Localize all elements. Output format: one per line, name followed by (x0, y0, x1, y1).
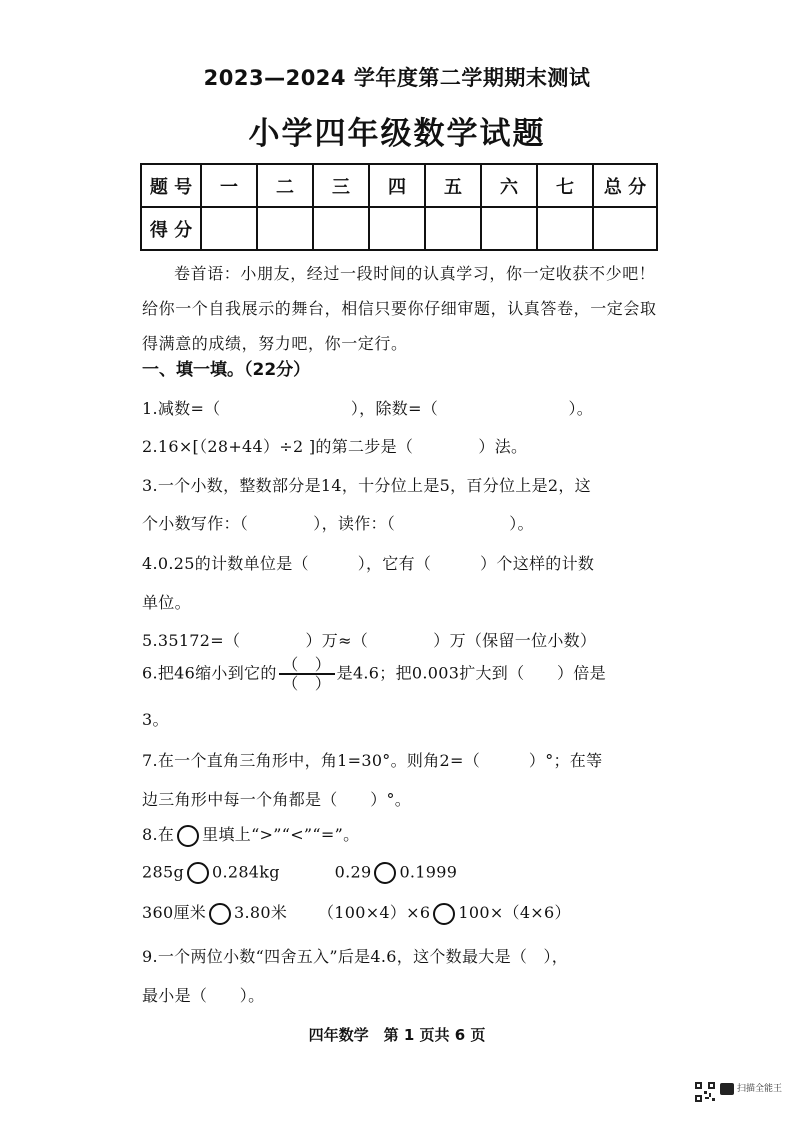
score-header-cell: 七 (537, 164, 593, 207)
compare-left: 0.29 (334, 862, 372, 882)
question-8-row-2 (142, 900, 571, 925)
scanner-logo-icon (720, 1083, 734, 1095)
exam-year-title: 2023—2024 学年度第二学期期末测试 (203, 66, 591, 90)
score-header-cell: 六 (481, 164, 537, 207)
qr-code-icon (694, 1081, 716, 1103)
score-header-cell: 五 (425, 164, 481, 207)
fraction-blank[interactable] (279, 656, 335, 692)
watermark-text: 扫描全能王 (737, 1084, 783, 1094)
score-table-score-row (141, 207, 657, 250)
compare-left: 285g (142, 862, 184, 882)
compare-circle[interactable] (187, 862, 209, 884)
compare-right: 3.80米 (234, 903, 288, 922)
page-footer: 四年数学 第 1 页共 6 页 (308, 1026, 486, 1044)
compare-right: 100×（4×6） (458, 903, 571, 922)
score-header-cell: 题 号 (141, 164, 201, 207)
compare-right: 0.1999 (399, 862, 458, 882)
fraction-denominator: （ ） (282, 674, 332, 693)
question-8-instruction (142, 822, 359, 847)
question-6-line-1 (142, 656, 606, 692)
score-cell[interactable] (425, 207, 481, 250)
score-cell[interactable] (257, 207, 313, 250)
scanner-watermark (694, 1081, 786, 1105)
score-cell[interactable] (369, 207, 425, 250)
score-header-cell: 四 (369, 164, 425, 207)
question-9-line-2: 最小是（ ）。 (142, 986, 265, 1005)
score-cell[interactable] (481, 207, 537, 250)
intro-text: 卷首语：小朋友，经过一段时间的认真学习，你一定收获不少吧！给你一个自我展示的舞台，相信只要你仔细审题，认真答卷，一定会取得满意的成绩，努力吧，你一定行。 (142, 264, 657, 353)
exam-main-title: 小学四年级数学试题 (248, 116, 546, 152)
score-header-cell: 三 (313, 164, 369, 207)
question-4-line-2: 单位。 (142, 593, 191, 612)
score-header-cell: 一 (201, 164, 257, 207)
score-table-header-row (141, 164, 657, 207)
compare-circle[interactable] (209, 903, 231, 925)
question-7-line-1: 7.在一个直角三角形中，角1=30°。则角2=（ ）°；在等 (142, 751, 603, 770)
question-5: 5.35172=（ ）万≈（ ）万（保留一位小数） (142, 631, 597, 650)
fraction-numerator: （ ） (279, 656, 335, 675)
score-row-label: 得 分 (141, 207, 201, 250)
section-heading: 一、填一填。（22分） (142, 360, 311, 380)
question-8-text-b: 里填上“>”“<”“=”。 (202, 825, 360, 844)
question-8-text-a: 8.在 (142, 825, 175, 844)
circle-icon (177, 825, 199, 847)
compare-right: 0.284kg (211, 862, 280, 882)
compare-circle[interactable] (374, 862, 396, 884)
question-3-line-2: 个小数写作：（ ），读作：（ ）。 (142, 514, 534, 533)
compare-left: 360厘米 (142, 903, 207, 922)
question-3-line-1: 3.一个小数，整数部分是14，十分位上是5，百分位上是2，这 (142, 476, 591, 495)
question-6-text-a: 6.把46缩小到它的 (142, 663, 277, 683)
compare-left: （100×4）×6 (317, 903, 431, 922)
score-cell[interactable] (537, 207, 593, 250)
compare-circle[interactable] (433, 903, 455, 925)
question-6-line-2: 3。 (142, 710, 169, 729)
score-header-cell: 二 (257, 164, 313, 207)
question-9-line-1: 9.一个两位小数“四舍五入”后是4.6，这个数最大是（ ）， (142, 947, 569, 966)
score-table (140, 163, 658, 251)
question-6-text-b: 是4.6；把0.003扩大到（ ）倍是 (336, 663, 606, 683)
question-4-line-1: 4.0.25的计数单位是（ ），它有（ ）个这样的计数 (142, 554, 595, 573)
question-1: 1.减数=（ ），除数=（ ）。 (142, 399, 594, 418)
score-cell[interactable] (201, 207, 257, 250)
question-7-line-2: 边三角形中每一个角都是（ ）°。 (142, 790, 412, 809)
question-8-row-1 (142, 862, 457, 884)
score-cell[interactable] (313, 207, 369, 250)
question-2: 2.16×[（28+44）÷2 ]的第二步是（ ）法。 (142, 437, 528, 456)
score-cell[interactable] (593, 207, 657, 250)
score-header-cell: 总 分 (593, 164, 657, 207)
